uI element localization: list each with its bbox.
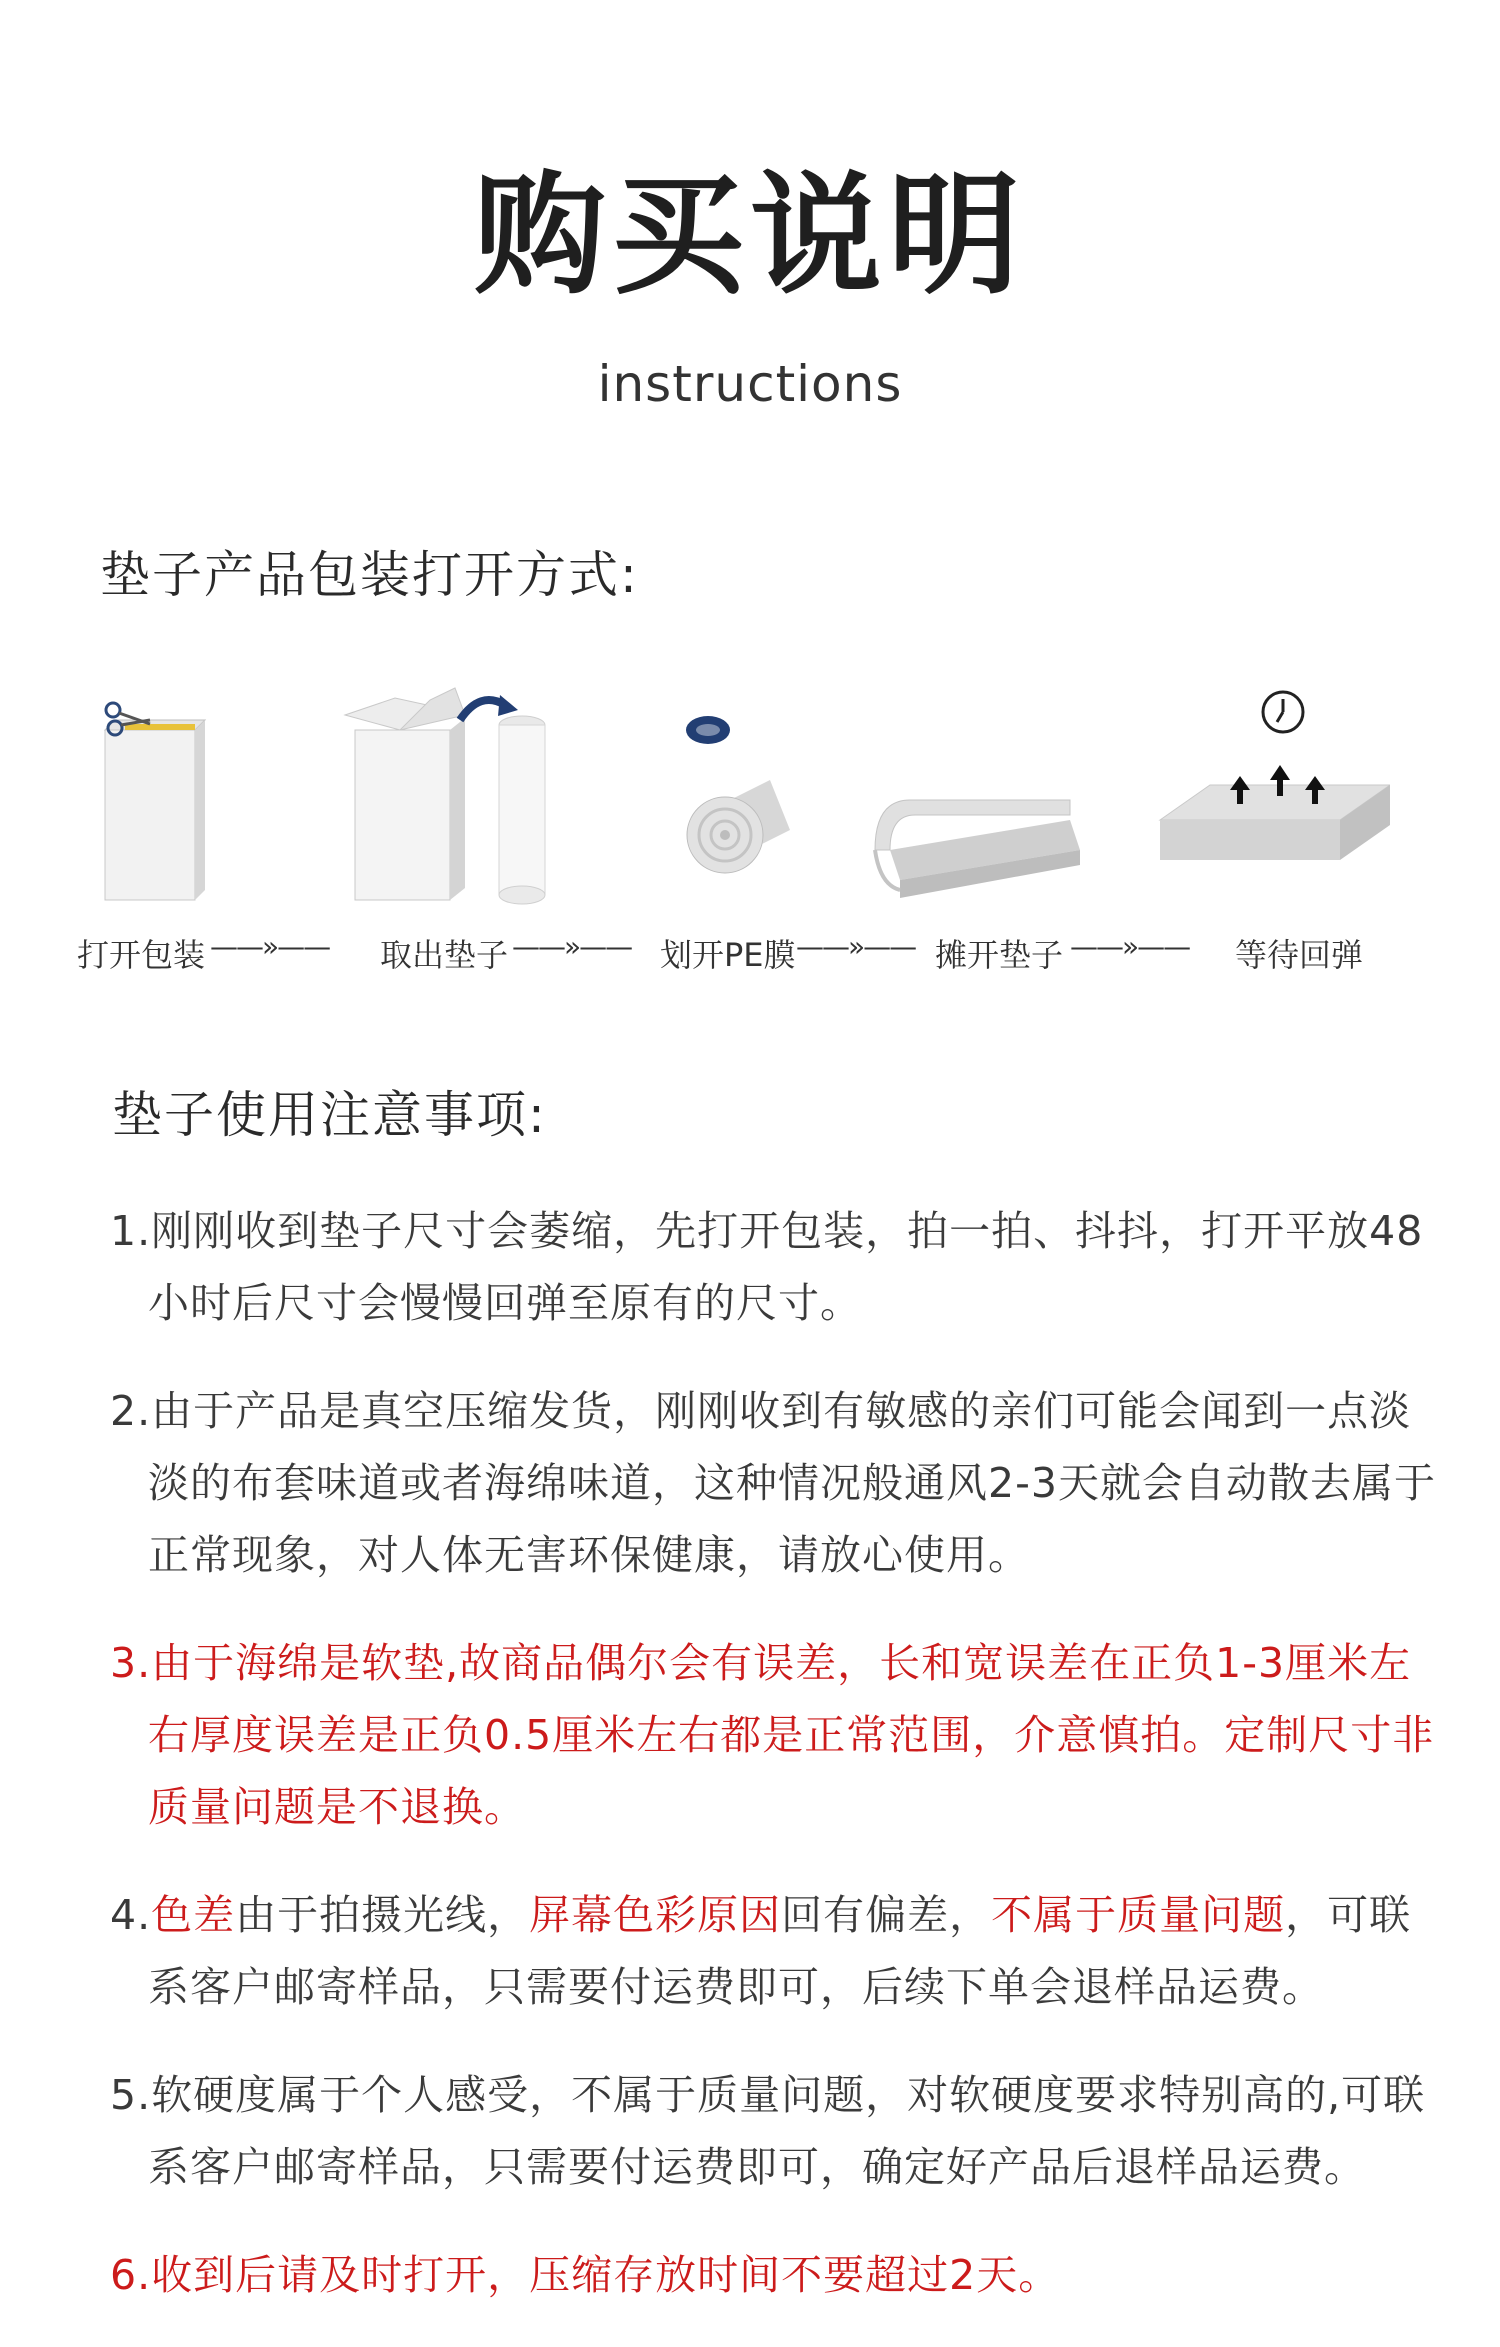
rolled-mat-icon [670,710,800,910]
step-arrow: ——»—— [512,930,632,963]
step-label-cut-film: 划开PE膜 [660,936,796,974]
step-label-take-out: 取出垫子 [380,936,509,974]
step-label-unroll: 摊开垫子 [935,936,1064,974]
note-4-text-a: 由于拍摄光线， [235,1891,530,1939]
note-4-text-b: 回有偏差， [781,1891,992,1939]
notes-list [110,1195,1450,2347]
note-4-highlight-color-diff: 色差 [151,1891,236,1939]
note-item-1: 1.刚刚收到垫子尺寸会萎缩，先打开包装，拍一拍、抖抖，打开平放48小时后尺寸会慢慢回弹至原有的尺寸。 [110,1207,1424,1327]
note-item-2: 2.由于产品是真空压缩发货，刚刚收到有敏感的亲们可能会闻到一点淡淡的布套味道或者海绵味道，这种情况般通风2-3天就会自动散去属于正常现象，对人体无害环保健康，请放心使用。 [110,1387,1436,1579]
note-item-4 [110,1879,1450,2023]
step-label-wait: 等待回弹 [1235,936,1364,974]
cut-box-icon [95,680,215,910]
unboxing-heading: 垫子产品包装打开方式: [100,546,639,604]
unboxing-steps [0,660,1500,990]
note-4-number: 4. [110,1891,152,1939]
step-label-open: 打开包装 [77,936,206,974]
notes-heading: 垫子使用注意事项: [112,1086,547,1144]
open-box-roll-icon [340,680,570,910]
note-4-highlight-screen: 屏幕色彩原因 [529,1891,782,1939]
note-4-highlight-not-quality: 不属于质量问题 [991,1891,1286,1939]
note-item-6: 6.收到后请及时打开，压缩存放时间不要超过2天。 [110,2251,1061,2299]
step-arrow: ——»—— [796,930,916,963]
page-subtitle: instructions [597,355,903,413]
note-4-text-c: ，可联系客户邮寄样品，只需要付运费即可，后续下单会退样品运费。 [148,1891,1412,2011]
step-arrow: ——»—— [210,930,330,963]
page-title: 购买说明 [474,159,1026,313]
unroll-mat-icon [870,740,1085,910]
note-item-5: 5.软硬度属于个人感受，不属于质量问题，对软硬度要求特别高的,可联系客户邮寄样品，只需要付运费即可，确定好产品后退样品运费。 [110,2071,1426,2191]
step-arrow: ——»—— [1070,930,1190,963]
note-item-3: 3.由于海绵是软垫,故商品偶尔会有误差，长和宽误差在正负1-3厘米左右厚度误差是正负0.5厘米左右都是正常范围，介意慎拍。定制尺寸非质量问题是不退换。 [110,1639,1435,1831]
mat-expand-clock-icon [1150,690,1390,910]
